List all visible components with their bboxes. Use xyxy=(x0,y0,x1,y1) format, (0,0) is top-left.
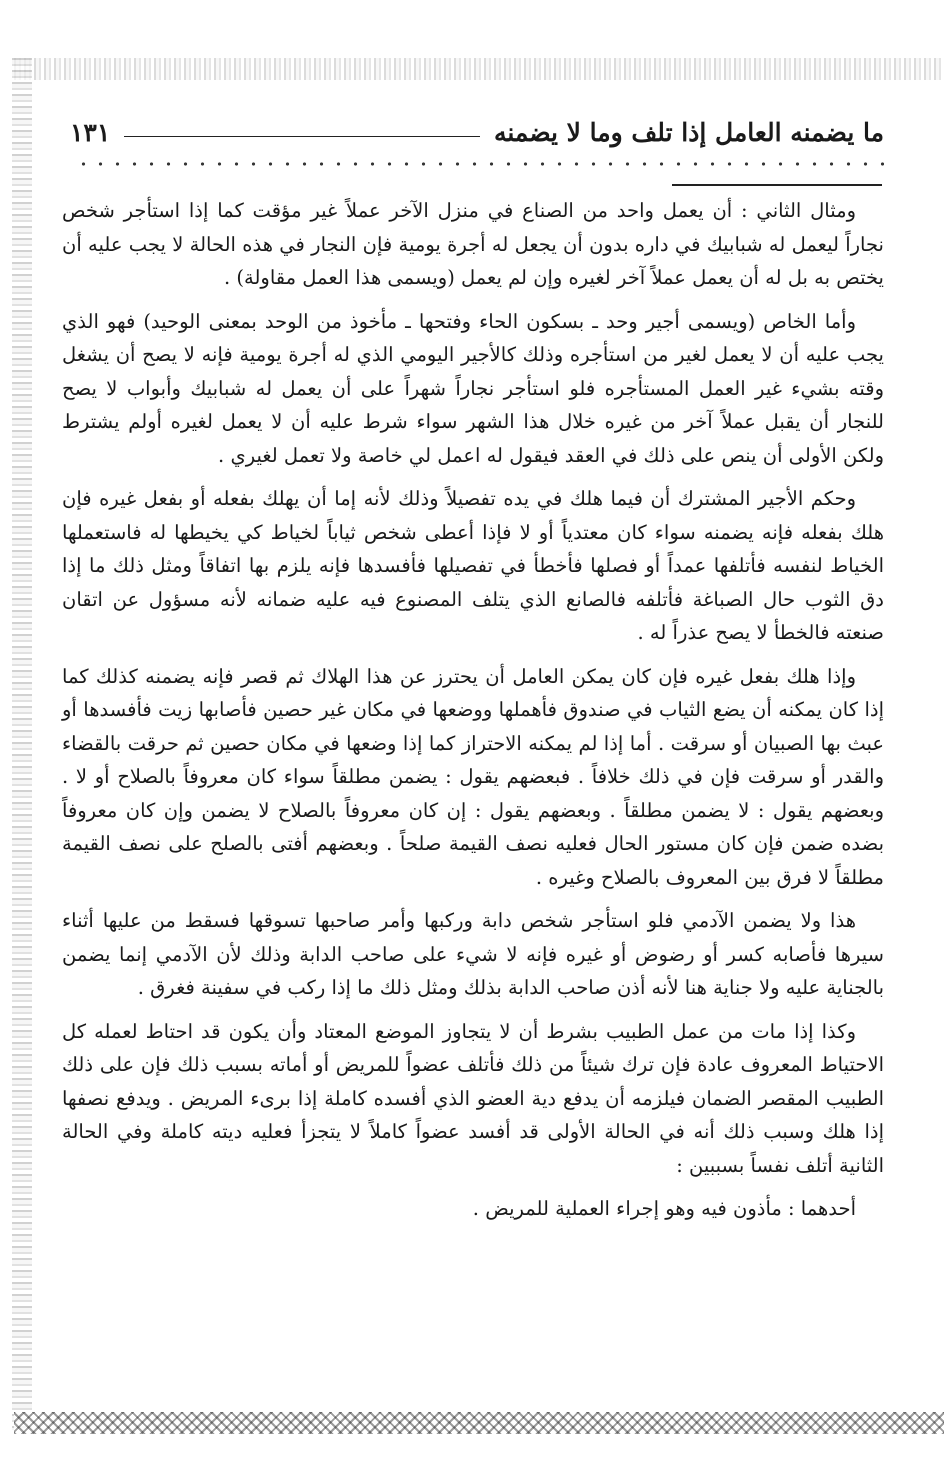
paragraph: هذا ولا يضمن الآدمي فلو استأجر شخص دابة وركبها وأمر صاحبها تسوقها فسقط من عليها أثناء سيرها فأصابه كسر أو رضوض أو غيره فإنه لا شيء على صاحب الدابة وذلك لأن الآدمي إنما يضمن بالجناية عليه ولا جناية هنا لأنه أذن صاحب الدابة بذلك ومثل ذلك ما إذا ركب في سفينة فغرق . xyxy=(62,909,884,999)
paragraph: وأما الخاص (ويسمى أجير وحد ـ بسكون الحاء وفتحها ـ مأخوذ من الوحد بمعنى الوحيد) فهو الذي يجب عليه أن لا يعمل لغير من استأجره وذلك كالأجير اليومي الذي له أجرة يومية فإنه لا يصح أن يشغل وقته بشيء غير العمل المستأجره فلو استأجر نجاراً شهراً على أن يعمل له شبابيك وأبواب لا يصح للنجار أن يقبل عملاً آخر من غيره خلال هذا الشهر سواء شرط عليه أن لا يعمل لغيره أولم يشترط ولكن الأولى أن ينص على ذلك في العقد فيقول له اعمل لي خاصة ولا تعمل لغيري . xyxy=(62,309,884,467)
paragraph: أحدهما : مأذون فيه وهو إجراء العملية للمريض . xyxy=(472,1197,856,1220)
paragraph: وحكم الأجير المشترك أن فيما هلك في يده تفصيلاً وذلك لأنه إما أن يهلك بفعله أو بفعل غيره فإن هلك بفعله فإنه يضمنه سواء كان معتدياً أو لا فإذا أعطى شخص ثياباً لخياط كي يخيطها له فاستعملها الخياط لنفسه فأتلفها عمداً أو فصلها فأخطأ في تفصيلها فأفسدها فإنه يلزم بها اتفاقاً ومثل ذلك ما إذا دق الثوب حال الصباغة فأتلفه فالصانع الذي يتلف المصنوع فيه عليه ضمانه لأنه مسؤول عن اتقان صنعته فالخطأ لا يصح عذراً له . xyxy=(62,487,884,644)
section-rule xyxy=(672,184,882,186)
paragraph: ومثال الثاني : أن يعمل واحد من الصناع في منزل الآخر عملاً غير مؤقت كما إذا استأجر شخص نجاراً ليعمل له شبابيك في داره بدون أن يجعل له أجرة يومية فإن النجار في هذه الحالة لا يجب عليه أن يختص به بل له أن يعمل عملاً آخر لغيره وإن لم يعمل (ويسمى هذا العمل مقاولة) . xyxy=(62,199,884,289)
dotted-separator xyxy=(75,160,884,168)
body-text xyxy=(62,194,884,1226)
decorative-border-left xyxy=(12,58,32,1430)
paragraph: وإذا هلك بفعل غيره فإن كان يمكن العامل أن يحترز عن هذا الهلاك ثم قصر فإنه يضمنه كذلك كما إذا كان يمكنه أن يضع الثياب في صندوق فأهملها ووضعها في مكان غير حصين فأصابها زيت فأفسدها أو عبث بها الصبيان أو سرقت . أما إذا لم يمكنه الاحتراز كما إذا وضعها في مكان حصين ثم حرقت بالقضاء والقدر أو سرقت فإن في ذلك خلافاً . فبعضهم يقول : يضمن مطلقاً سواء كان معروفاً بالصلاح أو لا . وبعضهم يقول : لا يضمن مطلقاً . وبعضهم يقول : إن كان معروفاً بالصلاح لا يضمن وإن كان معروفاً بضده ضمن فإن كان مستور الحال فعليه نصف القيمة صلحاً . وبعضهم أفتى بالصلح على نصف القيمة مطلقاً لا فرق بين المعروف بالصلاح وغيره . xyxy=(62,664,884,889)
decorative-border-bottom xyxy=(14,1412,944,1434)
running-header xyxy=(70,112,884,152)
page-number: ١٣١ xyxy=(70,117,111,147)
decorative-border-top xyxy=(14,58,944,80)
paragraph: وكذا إذا مات من عمل الطبيب بشرط أن لا يتجاوز الموضع المعتاد وأن يكون قد احتاط لعمله كل الاحتياط المعروف عادة فإن ترك شيئاً من ذلك فأتلف عضواً للمريض أو أماته بسبب ذلك فإن على ذلك الطبيب المقصر الضمان فيلزمه أن يدفع دية العضو الذي أفسده كاملة إذا برىء المريض . ويدفع نصفها إذا هلك وسبب ذلك أنه في الحالة الأولى قد أفسد عضواً كاملاً لا يتجزأ فعليه ديته كاملة وفي الحالة الثانية أتلف نفساً بسببين : xyxy=(62,1019,884,1177)
header-rule xyxy=(124,136,480,137)
chapter-title: ما يضمنه العامل إذا تلف وما لا يضمنه xyxy=(493,117,884,147)
